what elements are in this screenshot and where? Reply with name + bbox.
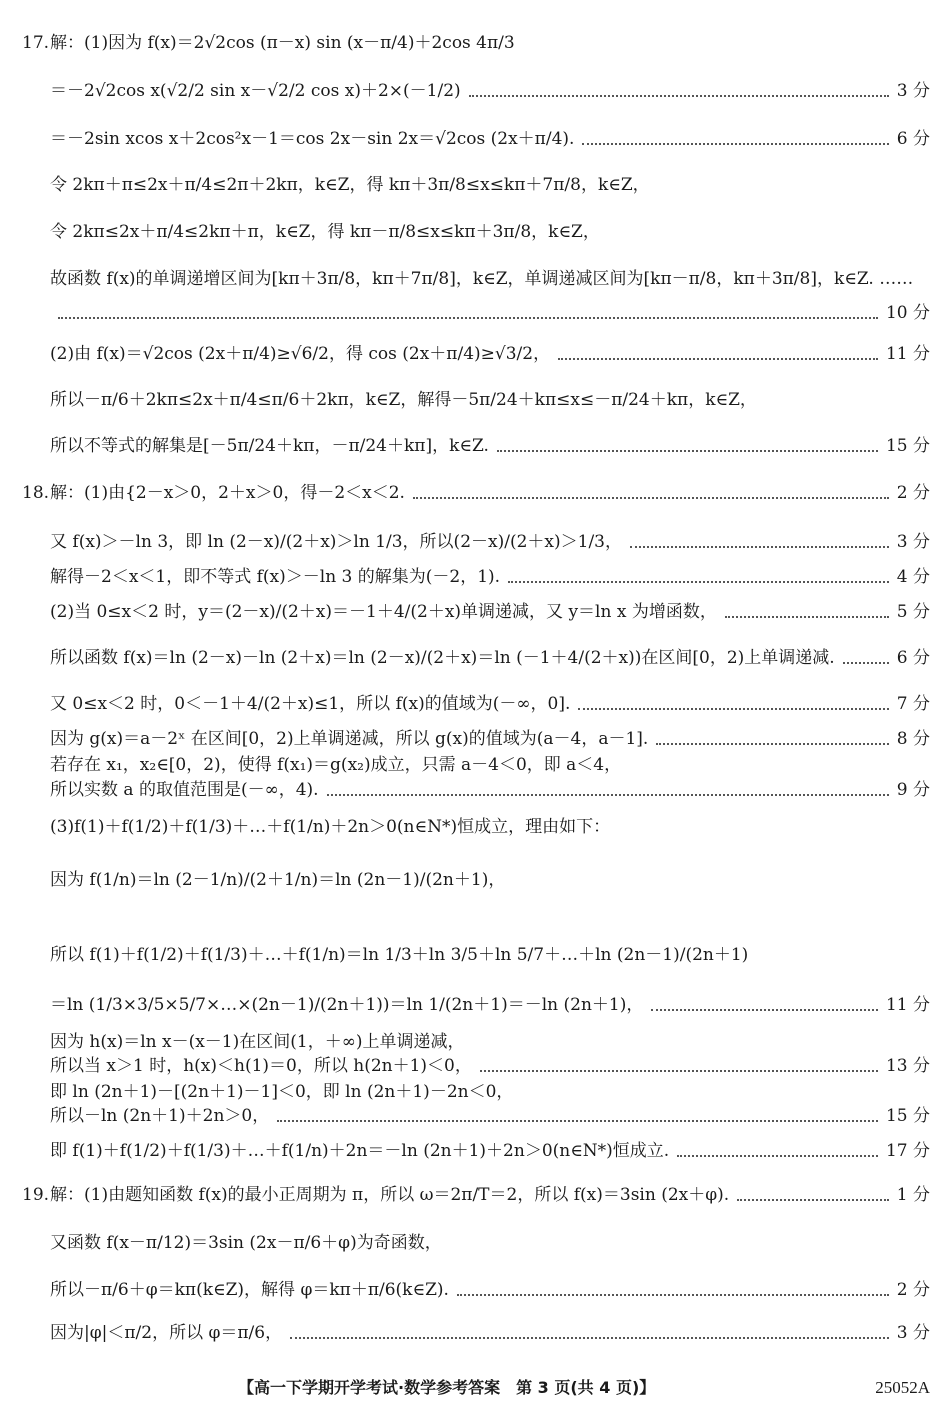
solution-text: 解：(1)因为 f(x)＝2√2cos (π－x) sin (x－π/4)＋2cos 4π/3: [50, 33, 515, 53]
solution-text: 所以 f(1)＋f(1/2)＋f(1/3)＋…＋f(1/n)＝ln 1/3＋ln 3/5＋ln 5/7＋…＋ln (2n－1)/(2n＋1): [50, 945, 749, 965]
solution-line: [0, 478, 950, 508]
solution-text: 所以实数 a 的取值范围是(－∞，4).: [50, 780, 319, 800]
problem-number: 17.: [22, 33, 50, 53]
solution-text: 即 f(1)＋f(1/2)＋f(1/3)＋…＋f(1/n)＋2n＝－ln (2n＋1)＋2n＞0(n∈N*)恒成立.: [50, 1141, 670, 1161]
dot-leader: [290, 1307, 889, 1339]
solution-line: [0, 431, 950, 461]
solution-text: 所以－ln (2n＋1)＋2n＞0，: [50, 1106, 270, 1126]
dot-leader: [327, 764, 889, 796]
score-mark: 11 分: [885, 344, 930, 364]
solution-line: [0, 1180, 950, 1210]
score-mark: 6 分: [896, 129, 930, 149]
score-mark: 17 分: [885, 1141, 930, 1161]
dot-leader: [677, 1125, 878, 1157]
score-mark: 8 分: [896, 729, 930, 749]
solution-line: [0, 170, 950, 200]
score-mark: 2 分: [896, 1280, 930, 1300]
solution-text: ＝ln (1/3×3/5×5/7×…×(2n－1)/(2n＋1))＝ln 1/(2n＋1)＝－ln (2n＋1)，: [50, 995, 644, 1015]
score-mark: 4 分: [896, 567, 930, 587]
dot-leader: [656, 713, 888, 745]
solution-text: 因为|φ|＜π/2，所以 φ＝π/6，: [50, 1323, 283, 1343]
solution-text: 解得－2＜x＜1，即不等式 f(x)＞－ln 3 的解集为(－2，1).: [50, 567, 501, 587]
dot-leader: [457, 1264, 889, 1296]
solution-text: 所以－π/6＋φ＝kπ(k∈Z)，解得 φ＝kπ＋π/6(k∈Z).: [50, 1280, 449, 1300]
solution-text: (2)当 0≤x＜2 时，y＝(2－x)/(2＋x)＝－1＋4/(2＋x)单调递减，又 y＝ln x 为增函数，: [50, 602, 717, 622]
solution-text: 所以不等式的解集是[－5π/24＋kπ，－π/24＋kπ]，k∈Z.: [50, 436, 489, 456]
solution-line: [0, 865, 950, 895]
solution-text: ＝－2√2cos x(√2/2 sin x－√2/2 cos x)＋2×(－1/2): [50, 81, 461, 101]
solution-line: [0, 812, 950, 842]
dot-leader: [651, 979, 878, 1011]
dot-leader: [558, 328, 878, 360]
solution-text: 令 2kπ＋π≤2x＋π/4≤2π＋2kπ，k∈Z，得 kπ＋3π/8≤x≤kπ＋7π/8，k∈Z，: [50, 175, 650, 195]
solution-text: ＝－2sin xcos x＋2cos²x－1＝cos 2x－sin 2x＝√2cos (2x＋π/4).: [50, 129, 575, 149]
solution-line: [0, 1136, 950, 1166]
solution-text: 若存在 x₁，x₂∈[0，2)，使得 f(x₁)＝g(x₂)成立，只需 a－4＜0，即 a＜4，: [50, 755, 622, 775]
solution-text: 即 ln (2n＋1)－[(2n＋1)－1]＜0，即 ln (2n＋1)－2n＜0，: [50, 1082, 514, 1102]
score-mark: 6 分: [896, 648, 930, 668]
score-mark: 13 分: [885, 1056, 930, 1076]
solution-text: 因为 h(x)＝ln x－(x－1)在区间(1，＋∞)上单调递减，: [50, 1032, 465, 1052]
score-mark: 9 分: [896, 780, 930, 800]
solution-line: [0, 775, 950, 805]
score-mark: 15 分: [885, 436, 930, 456]
dot-leader: [469, 65, 889, 97]
score-mark: 7 分: [896, 694, 930, 714]
score-mark: 3 分: [896, 81, 930, 101]
footer-title: 【高一下学期开学考试·数学参考答案 第 3 页(共 4 页)】: [238, 1378, 656, 1397]
score-mark: 2 分: [896, 483, 930, 503]
page-footer: [0, 1373, 950, 1403]
dot-leader: [58, 287, 878, 319]
dot-leader: [413, 467, 889, 499]
solution-text: 又函数 f(x－π/12)＝3sin (2x－π/6＋φ)为奇函数，: [50, 1233, 442, 1253]
solution-line: [0, 1275, 950, 1305]
solution-text: 又 f(x)＞－ln 3，即 ln (2－x)/(2＋x)＞ln 1/3，所以(2－x)/(2＋x)＞1/3，: [50, 532, 622, 552]
dot-leader: [843, 632, 889, 664]
dot-leader: [630, 516, 889, 548]
solution-text: (2)由 f(x)＝√2cos (2x＋π/4)≥√6/2，得 cos (2x＋π/4)≥√3/2，: [50, 344, 551, 364]
solution-text: 故函数 f(x)的单调递增区间为[kπ＋3π/8，kπ＋7π/8]，k∈Z，单调递减区间为[kπ－π/8，kπ＋3π/8]，k∈Z. ……: [50, 269, 914, 289]
solution-line: [0, 643, 950, 673]
solution-line: [0, 298, 950, 328]
document-code: 25052A: [875, 1378, 930, 1397]
score-mark: 5 分: [896, 602, 930, 622]
score-mark: 1 分: [896, 1185, 930, 1205]
solution-line: [0, 940, 950, 970]
score-mark: 3 分: [896, 532, 930, 552]
solution-text: 所以－π/6＋2kπ≤2x＋π/4≤π/6＋2kπ，k∈Z，解得－5π/24＋kπ≤x≤－π/24＋kπ，k∈Z，: [50, 390, 757, 410]
solution-text: (3)f(1)＋f(1/2)＋f(1/3)＋…＋f(1/n)＋2n＞0(n∈N*)恒成立，理由如下：: [50, 817, 611, 837]
problem-number: 19.: [22, 1185, 50, 1205]
dot-leader: [725, 586, 889, 618]
solution-line: [0, 76, 950, 106]
solution-text: 解：(1)由{2－x＞0，2＋x＞0，得－2＜x＜2.: [50, 483, 405, 503]
score-mark: 15 分: [885, 1106, 930, 1126]
solution-line: [0, 597, 950, 627]
dot-leader: [480, 1040, 878, 1072]
solution-line: [0, 1228, 950, 1258]
solution-text: 又 0≤x＜2 时，0＜－1＋4/(2＋x)≤1，所以 f(x)的值域为(－∞，0].: [50, 694, 571, 714]
score-mark: 3 分: [896, 1323, 930, 1343]
dot-leader: [578, 678, 888, 710]
dot-leader: [582, 113, 888, 145]
dot-leader: [277, 1090, 878, 1122]
solution-line: [0, 217, 950, 247]
dot-leader: [508, 551, 889, 583]
problem-number: 18.: [22, 483, 50, 503]
dot-leader: [497, 420, 878, 452]
solution-line: [0, 124, 950, 154]
solution-text: 因为 g(x)＝a－2ˣ 在区间[0，2)上单调递减，所以 g(x)的值域为(a－4，a－1].: [50, 729, 649, 749]
score-mark: 11 分: [885, 995, 930, 1015]
solution-text: 所以函数 f(x)＝ln (2－x)－ln (2＋x)＝ln (2－x)/(2＋x)＝ln (－1＋4/(2＋x))在区间[0，2)上单调递减.: [50, 648, 835, 668]
solution-text: 令 2kπ≤2x＋π/4≤2kπ＋π，k∈Z，得 kπ－π/8≤x≤kπ＋3π/8，k∈Z，: [50, 222, 600, 242]
solution-text: 解：(1)由题知函数 f(x)的最小正周期为 π，所以 ω＝2π/T＝2，所以 f(x)＝3sin (2x＋φ).: [50, 1185, 730, 1205]
solution-text: 因为 f(1/n)＝ln (2－1/n)/(2＋1/n)＝ln (2n－1)/(2n＋1)，: [50, 870, 506, 890]
dot-leader: [737, 1169, 889, 1201]
solution-line: [0, 385, 950, 415]
solution-text: 所以当 x＞1 时，h(x)＜h(1)＝0，所以 h(2n＋1)＜0，: [50, 1056, 472, 1076]
solution-line: [0, 28, 950, 58]
score-mark: 10 分: [885, 303, 930, 323]
solution-line: [0, 339, 950, 369]
solution-line: [0, 1318, 950, 1348]
solution-line: [0, 990, 950, 1020]
